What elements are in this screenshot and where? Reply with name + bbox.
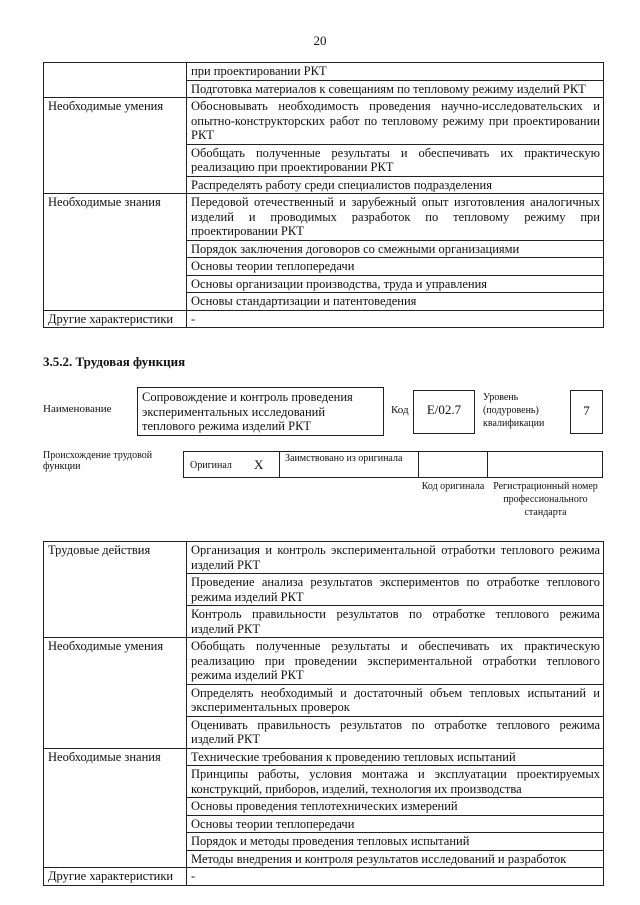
level-label: Уровень (подуровень) квалификации bbox=[483, 392, 545, 429]
row-item: Оценивать правильность результатов по отработке теплового режима изделий РКТ bbox=[187, 716, 604, 748]
row-item: Порядок заключения договоров со смежными организациями bbox=[187, 240, 604, 258]
row-label: Необходимые умения bbox=[44, 98, 187, 194]
row-item: Технические требования к проведению тепловых испытаний bbox=[187, 748, 604, 766]
row-label: Необходимые знания bbox=[44, 748, 187, 868]
table-row bbox=[44, 310, 604, 328]
table-row bbox=[44, 868, 604, 886]
row-item: Принципы работы, условия монтажа и эксплуатации проектируемых конструкций, приборов, изделий, технология их производства bbox=[187, 766, 604, 798]
reg-number-caption: Регистрационный номер профессионального стандарта bbox=[493, 481, 598, 518]
row-item: Основы теории теплопередачи bbox=[187, 815, 604, 833]
row-item: Основы теории теплопередачи bbox=[187, 258, 604, 276]
section-heading: 3.5.2. Трудовая функция bbox=[43, 354, 186, 369]
row-item: Подготовка материалов к совещаниям по тепловому режиму изделий РКТ bbox=[187, 80, 604, 98]
row-item: - bbox=[187, 310, 604, 328]
original-mark: X bbox=[254, 457, 264, 472]
code-label: Код bbox=[391, 404, 409, 416]
row-label bbox=[44, 63, 187, 98]
divider bbox=[487, 452, 488, 477]
code-value: E/02.7 bbox=[426, 402, 462, 417]
row-item: Основы стандартизации и патентоведения bbox=[187, 293, 604, 311]
origin-row bbox=[183, 451, 603, 478]
table-row bbox=[44, 194, 604, 241]
name-label: Наименование bbox=[43, 403, 112, 415]
row-item: Основы проведения теплотехнических измерений bbox=[187, 798, 604, 816]
row-item: Передовой отечественный и зарубежный опыт изготовления аналогичных изделий и проводимых разработок по тепловому режиму при проектировании РКТ bbox=[187, 194, 604, 241]
divider bbox=[418, 452, 419, 477]
row-item: Методы внедрения и контроля результатов исследований и разработок bbox=[187, 850, 604, 868]
row-label: Необходимые умения bbox=[44, 638, 187, 749]
row-item: Организация и контроль экспериментальной отработки теплового режима изделий РКТ bbox=[187, 542, 604, 574]
original-label: Оригинал bbox=[190, 460, 232, 471]
row-item: - bbox=[187, 868, 604, 886]
code-box bbox=[413, 390, 475, 434]
row-item: Обосновывать необходимость проведения научно-исследовательских и опытно-конструкторских работ по тепловому режиму при проектировании РКТ bbox=[187, 98, 604, 145]
origin-label: Происхождение трудовой функции bbox=[43, 450, 153, 472]
borrowed-label: Заимствовано из оригинала bbox=[285, 453, 403, 464]
table-row bbox=[44, 748, 604, 766]
function-name-box bbox=[137, 387, 384, 436]
level-box bbox=[570, 390, 603, 434]
code-original-caption: Код оригинала bbox=[421, 481, 485, 492]
table-row bbox=[44, 98, 604, 145]
row-item: Порядок и методы проведения тепловых испытаний bbox=[187, 833, 604, 851]
row-item: при проектировании РКТ bbox=[187, 63, 604, 81]
page-number: 20 bbox=[313, 33, 327, 48]
table-function bbox=[43, 541, 604, 886]
function-name: Сопровождение и контроль проведения экспериментальных исследований теплового режима изделий РКТ bbox=[142, 390, 353, 433]
table-row bbox=[44, 542, 604, 574]
row-label: Другие характеристики bbox=[44, 868, 187, 886]
row-item: Определять необходимый и достаточный объем тепловых испытаний и экспериментальных проверок bbox=[187, 684, 604, 716]
row-item: Проведение анализа результатов экспериментов по отработке теплового режима изделий РКТ bbox=[187, 574, 604, 606]
row-item: Контроль правильности результатов по отработке теплового режима изделий РКТ bbox=[187, 606, 604, 638]
row-label: Необходимые знания bbox=[44, 194, 187, 311]
level-value: 7 bbox=[583, 403, 590, 418]
table-row bbox=[44, 63, 604, 81]
row-item: Обобщать полученные результаты и обеспечивать их практическую реализацию при проектировании РКТ bbox=[187, 144, 604, 176]
row-item: Обобщать полученные результаты и обеспечивать их практическую реализацию при проведении экспериментальной отработки теплового режима изделий РКТ bbox=[187, 638, 604, 685]
table-continuation bbox=[43, 62, 604, 328]
row-label: Другие характеристики bbox=[44, 310, 187, 328]
row-item: Распределять работу среди специалистов подразделения bbox=[187, 176, 604, 194]
row-label: Трудовые действия bbox=[44, 542, 187, 638]
row-item: Основы организации производства, труда и управления bbox=[187, 275, 604, 293]
divider bbox=[279, 452, 280, 477]
table-row bbox=[44, 638, 604, 685]
